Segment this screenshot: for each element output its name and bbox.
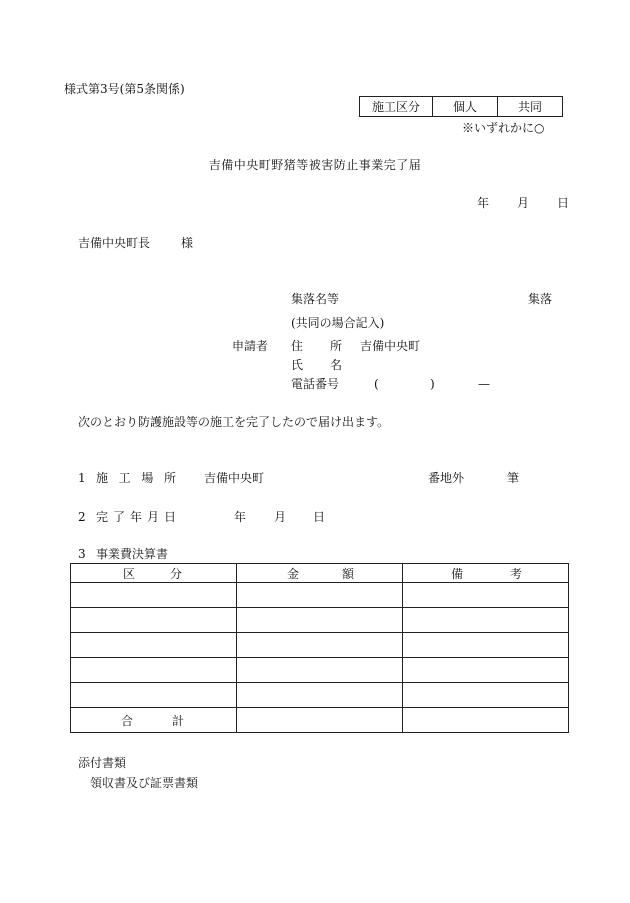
completion-month[interactable]: 月 bbox=[274, 510, 287, 524]
amount-cell[interactable] bbox=[237, 633, 403, 658]
category-cell[interactable] bbox=[71, 658, 237, 683]
form-number: 様式第3号(第5条関係) bbox=[64, 82, 185, 96]
item2-label-char: 了 bbox=[112, 510, 125, 524]
table-row bbox=[71, 583, 569, 608]
village-suffix: 集落 bbox=[528, 292, 553, 306]
phone-open-paren: ( bbox=[374, 377, 379, 391]
statement-text: 次のとおり防護施設等の施工を完了したので届け出ます。 bbox=[78, 415, 390, 429]
item1-label bbox=[96, 471, 176, 485]
amount-cell[interactable] bbox=[237, 583, 403, 608]
attachments-label: 添付書類 bbox=[78, 756, 127, 770]
header-category bbox=[71, 564, 237, 583]
table-row bbox=[71, 658, 569, 683]
item1-label-char: 工 bbox=[118, 471, 131, 485]
item2-number: 2 bbox=[78, 510, 86, 524]
category-cell[interactable] bbox=[71, 583, 237, 608]
expense-header-row bbox=[71, 564, 569, 583]
location-lot: 番地外 bbox=[428, 471, 465, 485]
address-label-2: 所 bbox=[330, 339, 343, 353]
addressee-honorific: 様 bbox=[181, 236, 194, 250]
location-town[interactable]: 吉備中央町 bbox=[204, 471, 265, 485]
item1-number: 1 bbox=[78, 471, 86, 485]
completion-day[interactable]: 日 bbox=[313, 510, 326, 524]
category-cell[interactable] bbox=[71, 608, 237, 633]
table-row bbox=[71, 633, 569, 658]
remarks-cell[interactable] bbox=[403, 583, 569, 608]
header-char: 備 bbox=[451, 566, 464, 581]
construction-type-table bbox=[359, 96, 563, 117]
header-char: 区 bbox=[123, 566, 136, 581]
date-year[interactable]: 年 bbox=[477, 196, 490, 210]
total-label-cell bbox=[71, 708, 237, 733]
completion-year[interactable]: 年 bbox=[234, 510, 247, 524]
item1-label-char: 場 bbox=[141, 471, 154, 485]
item1-label-char: 所 bbox=[163, 471, 176, 485]
name-label-1: 氏 bbox=[291, 358, 304, 372]
total-label-char: 合 bbox=[121, 713, 134, 728]
phone-label: 電話番号 bbox=[291, 377, 340, 391]
item3-number: 3 bbox=[78, 547, 86, 561]
document-title: 吉備中央町野猪等被害防止事業完了届 bbox=[208, 158, 422, 172]
amount-cell[interactable] bbox=[237, 658, 403, 683]
category-cell[interactable] bbox=[71, 633, 237, 658]
expense-table bbox=[70, 563, 569, 733]
construction-type-individual[interactable]: 個人 bbox=[433, 97, 498, 117]
header-char: 額 bbox=[341, 566, 354, 581]
construction-type-joint[interactable]: 共同 bbox=[498, 97, 563, 117]
amount-cell[interactable] bbox=[237, 608, 403, 633]
remarks-cell[interactable] bbox=[403, 633, 569, 658]
header-remarks bbox=[403, 564, 569, 583]
item2-label-char: 月 bbox=[146, 510, 159, 524]
phone-dash: — bbox=[478, 377, 490, 391]
header-char: 考 bbox=[509, 566, 522, 581]
item3-label: 事業費決算書 bbox=[96, 547, 169, 561]
addressee-name: 吉備中央町長 bbox=[78, 236, 151, 250]
item2-label-char: 年 bbox=[129, 510, 142, 524]
remarks-cell[interactable] bbox=[403, 658, 569, 683]
header-amount bbox=[237, 564, 403, 583]
total-amount-cell[interactable] bbox=[237, 708, 403, 733]
date-day[interactable]: 日 bbox=[557, 196, 570, 210]
total-row bbox=[71, 708, 569, 733]
applicant-label: 申請者 bbox=[232, 339, 269, 353]
item1-label-char: 施 bbox=[96, 471, 109, 485]
village-label: 集落名等 bbox=[291, 292, 340, 306]
attachments-item: 領収書及び証票書類 bbox=[90, 776, 199, 790]
item2-label-char: 日 bbox=[163, 510, 176, 524]
construction-type-note: ※いずれかに○ bbox=[462, 121, 545, 135]
amount-cell[interactable] bbox=[237, 683, 403, 708]
item2-label-char: 完 bbox=[96, 510, 109, 524]
item2-label bbox=[96, 510, 176, 524]
name-label-2: 名 bbox=[330, 358, 343, 372]
total-remarks-cell[interactable] bbox=[403, 708, 569, 733]
address-label-1: 住 bbox=[291, 339, 304, 353]
date-month[interactable]: 月 bbox=[517, 196, 530, 210]
phone-close-paren: ) bbox=[430, 377, 435, 391]
header-char: 分 bbox=[169, 566, 182, 581]
location-parcel: 筆 bbox=[507, 471, 520, 485]
table-row bbox=[71, 683, 569, 708]
header-char: 金 bbox=[287, 566, 300, 581]
total-label-char: 計 bbox=[171, 713, 184, 728]
remarks-cell[interactable] bbox=[403, 683, 569, 708]
category-cell[interactable] bbox=[71, 683, 237, 708]
village-note: (共同の場合記入) bbox=[291, 316, 385, 330]
address-value[interactable]: 吉備中央町 bbox=[360, 339, 421, 353]
table-row bbox=[71, 608, 569, 633]
construction-type-label: 施工区分 bbox=[360, 97, 433, 117]
remarks-cell[interactable] bbox=[403, 608, 569, 633]
